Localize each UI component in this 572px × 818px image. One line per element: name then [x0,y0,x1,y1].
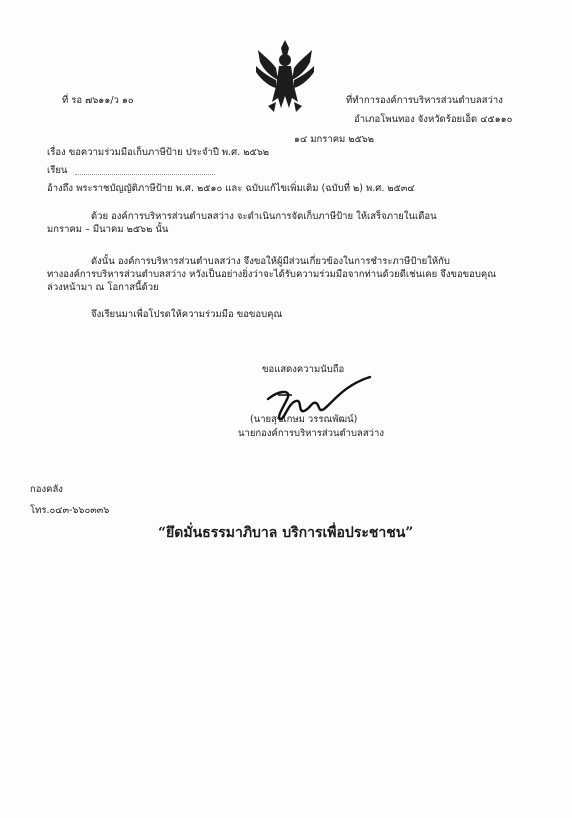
recipient-blank [75,174,215,175]
signer-title: นายกองค์การบริหารส่วนตำบลสว่าง [238,428,384,439]
closing-paragraph: จึงเรียนมาเพื่อโปรดให้ความร่วมมือ ขอขอบคุณ [91,309,283,320]
paragraph-1-line-2: มกราคม – มีนาคม ๒๕๖๒ นั้น [47,224,169,235]
paragraph-2-line-1: ดังนั้น องค์การบริหารส่วนตำบลสว่าง จึงขอให้ผู้มีส่วนเกี่ยวข้องในการชำระภาษีป้ายให้กับ [91,256,450,267]
slogan: “ยึดมั่นธรรมาภิบาล บริการเพื่อประชาชน” [158,525,414,541]
paragraph-2-line-2: ทางองค์การบริหารส่วนตำบลสว่าง หวังเป็นอย่างยิ่งว่าจะได้รับความร่วมมือจากท่านด้วยดีเช่นเคย จึงขอขอบคุณ [47,269,497,280]
phone-number: โทร.๐๔๓-๖๖๐๓๓๖ [30,505,110,516]
signer-name: (นายสุขเกษม วรรณพัฒน์) [250,414,358,425]
reference-number: ที่ รอ ๗๖๑๑/ว ๑๐ [62,95,134,106]
regards-line: ขอแสดงความนับถือ [262,364,345,375]
recipient-label: เรียน [47,165,68,176]
paragraph-2-line-3: ล่วงหน้ามา ณ โอกาสนี้ด้วย [47,282,159,293]
department-name: กองคลัง [30,484,63,495]
paragraph-1-line-1: ด้วย องค์การบริหารส่วนตำบลสว่าง จะดำเนินการจัดเก็บภาษีป้าย ให้เสร็จภายในเดือน [91,211,437,222]
letter-date: ๑๔ มกราคม ๒๕๖๒ [294,134,375,145]
subject-line: เรื่อง ขอความร่วมมือเก็บภาษีป้าย ประจำปี พ.ศ. ๒๕๖๒ [47,147,269,158]
office-address: อำเภอโพนทอง จังหวัดร้อยเอ็ด ๔๕๑๑๐ [354,114,513,125]
garuda-emblem-icon [254,36,316,116]
office-name: ที่ทำการองค์การบริหารส่วนตำบลสว่าง [346,95,503,106]
reference-line: อ้างถึง พระราชบัญญัติภาษีป้าย พ.ศ. ๒๕๑๐ และ ฉบับแก้ไขเพิ่มเติม (ฉบับที่ ๒) พ.ศ. ๒๕๓๔ [47,183,415,194]
